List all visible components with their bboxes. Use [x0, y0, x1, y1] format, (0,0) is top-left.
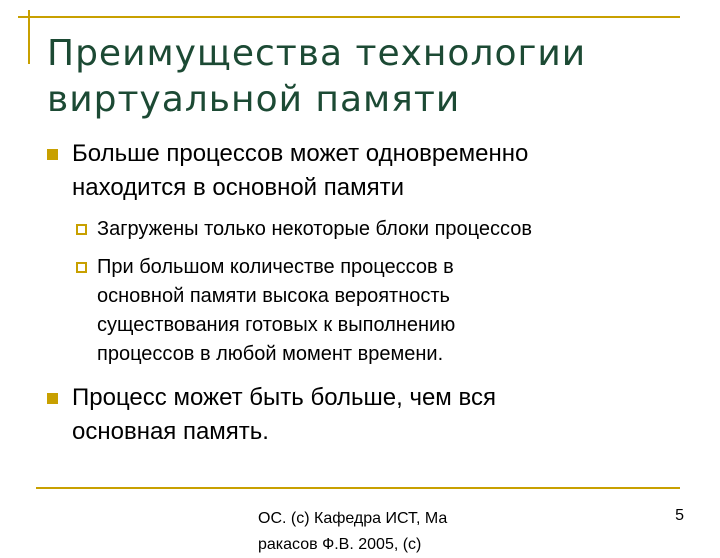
bullet-item [72, 137, 672, 205]
sub-bullet-text-line: При большом количестве процессов в [97, 256, 454, 278]
sub-bullet-text-line: основной памяти высока вероятность [97, 285, 450, 307]
sub-bullet-text-line: процессов в любой момент времени. [97, 343, 444, 365]
sub-bullet-item [97, 215, 677, 244]
bullet-text-line: основная память. [72, 418, 269, 445]
sub-bullet-item [97, 253, 677, 369]
bullet-text-line: находится в основной памяти [72, 174, 404, 201]
bullet-text-line: Больше процессов может одновременно [72, 140, 529, 167]
sub-bullet-text-line: существования готовых к выполнению [97, 314, 456, 336]
title-line: Преимущества технологии [47, 33, 587, 74]
top-rule [18, 16, 680, 18]
hollow-square-bullet-icon [76, 224, 87, 235]
slide-title [47, 31, 586, 123]
left-rule [28, 10, 30, 64]
bottom-rule [36, 487, 680, 489]
slide-footer [258, 506, 488, 553]
title-line: виртуальной памяти [47, 79, 461, 120]
square-bullet-icon [47, 149, 58, 160]
footer-line: ОС. (c) Кафедра ИСТ, Ма [258, 510, 448, 527]
sub-bullet-text-line: Загружены только некоторые блоки процессов [97, 218, 532, 240]
hollow-square-bullet-icon [76, 262, 87, 273]
bullet-text-line: Процесс может быть больше, чем вся [72, 384, 496, 411]
footer-line: ракасов Ф.В. 2005, (c) [258, 536, 422, 553]
square-bullet-icon [47, 393, 58, 404]
page-number: 5 [675, 507, 684, 524]
bullet-item [72, 381, 672, 449]
